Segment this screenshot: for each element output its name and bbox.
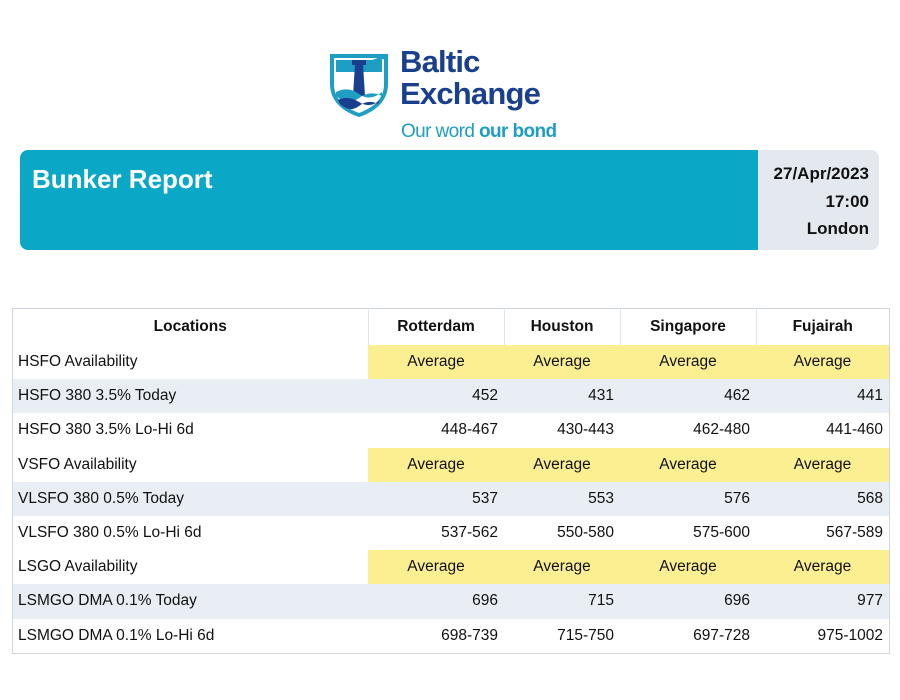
cell-rotterdam: 696 <box>368 584 504 618</box>
cell-rotterdam: Average <box>368 448 504 482</box>
cell-fujairah: Average <box>756 550 889 584</box>
cell-rotterdam: 537 <box>368 482 504 516</box>
cell-rotterdam: 452 <box>368 379 504 413</box>
table-row <box>13 516 889 550</box>
cell-houston: 430-443 <box>504 413 620 447</box>
cell-fujairah: 441-460 <box>756 413 889 447</box>
cell-fujairah: 975-1002 <box>756 619 889 653</box>
cell-rotterdam: 448-467 <box>368 413 504 447</box>
cell-houston: Average <box>504 448 620 482</box>
cell-fujairah: 441 <box>756 379 889 413</box>
row-label: VSFO Availability <box>13 448 368 482</box>
tagline-bold: our bond <box>479 121 557 142</box>
cell-fujairah: 977 <box>756 584 889 618</box>
header-locations: Locations <box>13 309 368 345</box>
cell-houston: 553 <box>504 482 620 516</box>
cell-houston: 550-580 <box>504 516 620 550</box>
report-meta <box>758 150 879 250</box>
cell-singapore: 462-480 <box>620 413 756 447</box>
cell-singapore: 696 <box>620 584 756 618</box>
table-row <box>13 345 889 379</box>
table-row <box>13 413 889 447</box>
cell-fujairah: 568 <box>756 482 889 516</box>
brand-name-line1: Baltic <box>400 44 480 79</box>
bunker-price-table <box>12 308 890 654</box>
table-row <box>13 482 889 516</box>
row-label: LSMGO DMA 0.1% Today <box>13 584 368 618</box>
header-rotterdam: Rotterdam <box>368 309 504 345</box>
brand-tagline <box>401 121 557 143</box>
cell-houston: Average <box>504 345 620 379</box>
cell-fujairah: Average <box>756 345 889 379</box>
table-row <box>13 584 889 618</box>
row-label: LSGO Availability <box>13 550 368 584</box>
table-row <box>13 379 889 413</box>
cell-rotterdam: Average <box>368 550 504 584</box>
cell-singapore: Average <box>620 448 756 482</box>
cell-singapore: 697-728 <box>620 619 756 653</box>
cell-houston: 431 <box>504 379 620 413</box>
report-banner <box>20 150 879 250</box>
table-row <box>13 448 889 482</box>
header-fujairah: Fujairah <box>756 309 889 345</box>
cell-houston: 715-750 <box>504 619 620 653</box>
cell-fujairah: 567-589 <box>756 516 889 550</box>
cell-rotterdam: Average <box>368 345 504 379</box>
lighthouse-shield-icon <box>328 50 390 118</box>
row-label: VLSFO 380 0.5% Lo-Hi 6d <box>13 516 368 550</box>
baltic-exchange-logo <box>328 46 578 146</box>
cell-rotterdam: 537-562 <box>368 516 504 550</box>
table-row <box>13 550 889 584</box>
cell-fujairah: Average <box>756 448 889 482</box>
cell-rotterdam: 698-739 <box>368 619 504 653</box>
brand-name <box>400 46 540 110</box>
row-label: HSFO Availability <box>13 345 368 379</box>
report-title: Bunker Report <box>20 150 758 250</box>
cell-houston: 715 <box>504 584 620 618</box>
tagline-light: Our word <box>401 121 475 142</box>
report-city: London <box>806 219 869 238</box>
cell-houston: Average <box>504 550 620 584</box>
cell-singapore: Average <box>620 345 756 379</box>
cell-singapore: 576 <box>620 482 756 516</box>
cell-singapore: 462 <box>620 379 756 413</box>
report-time: 17:00 <box>825 191 869 211</box>
header-houston: Houston <box>504 309 620 345</box>
table-header-row <box>13 309 889 345</box>
row-label: HSFO 380 3.5% Today <box>13 379 368 413</box>
row-label: LSMGO DMA 0.1% Lo-Hi 6d <box>13 619 368 653</box>
brand-name-line2: Exchange <box>400 76 541 111</box>
row-label: HSFO 380 3.5% Lo-Hi 6d <box>13 413 368 447</box>
cell-singapore: Average <box>620 550 756 584</box>
cell-singapore: 575-600 <box>620 516 756 550</box>
table-row <box>13 619 889 653</box>
report-date: 27/Apr/2023 <box>773 164 869 183</box>
header-singapore: Singapore <box>620 309 756 345</box>
row-label: VLSFO 380 0.5% Today <box>13 482 368 516</box>
